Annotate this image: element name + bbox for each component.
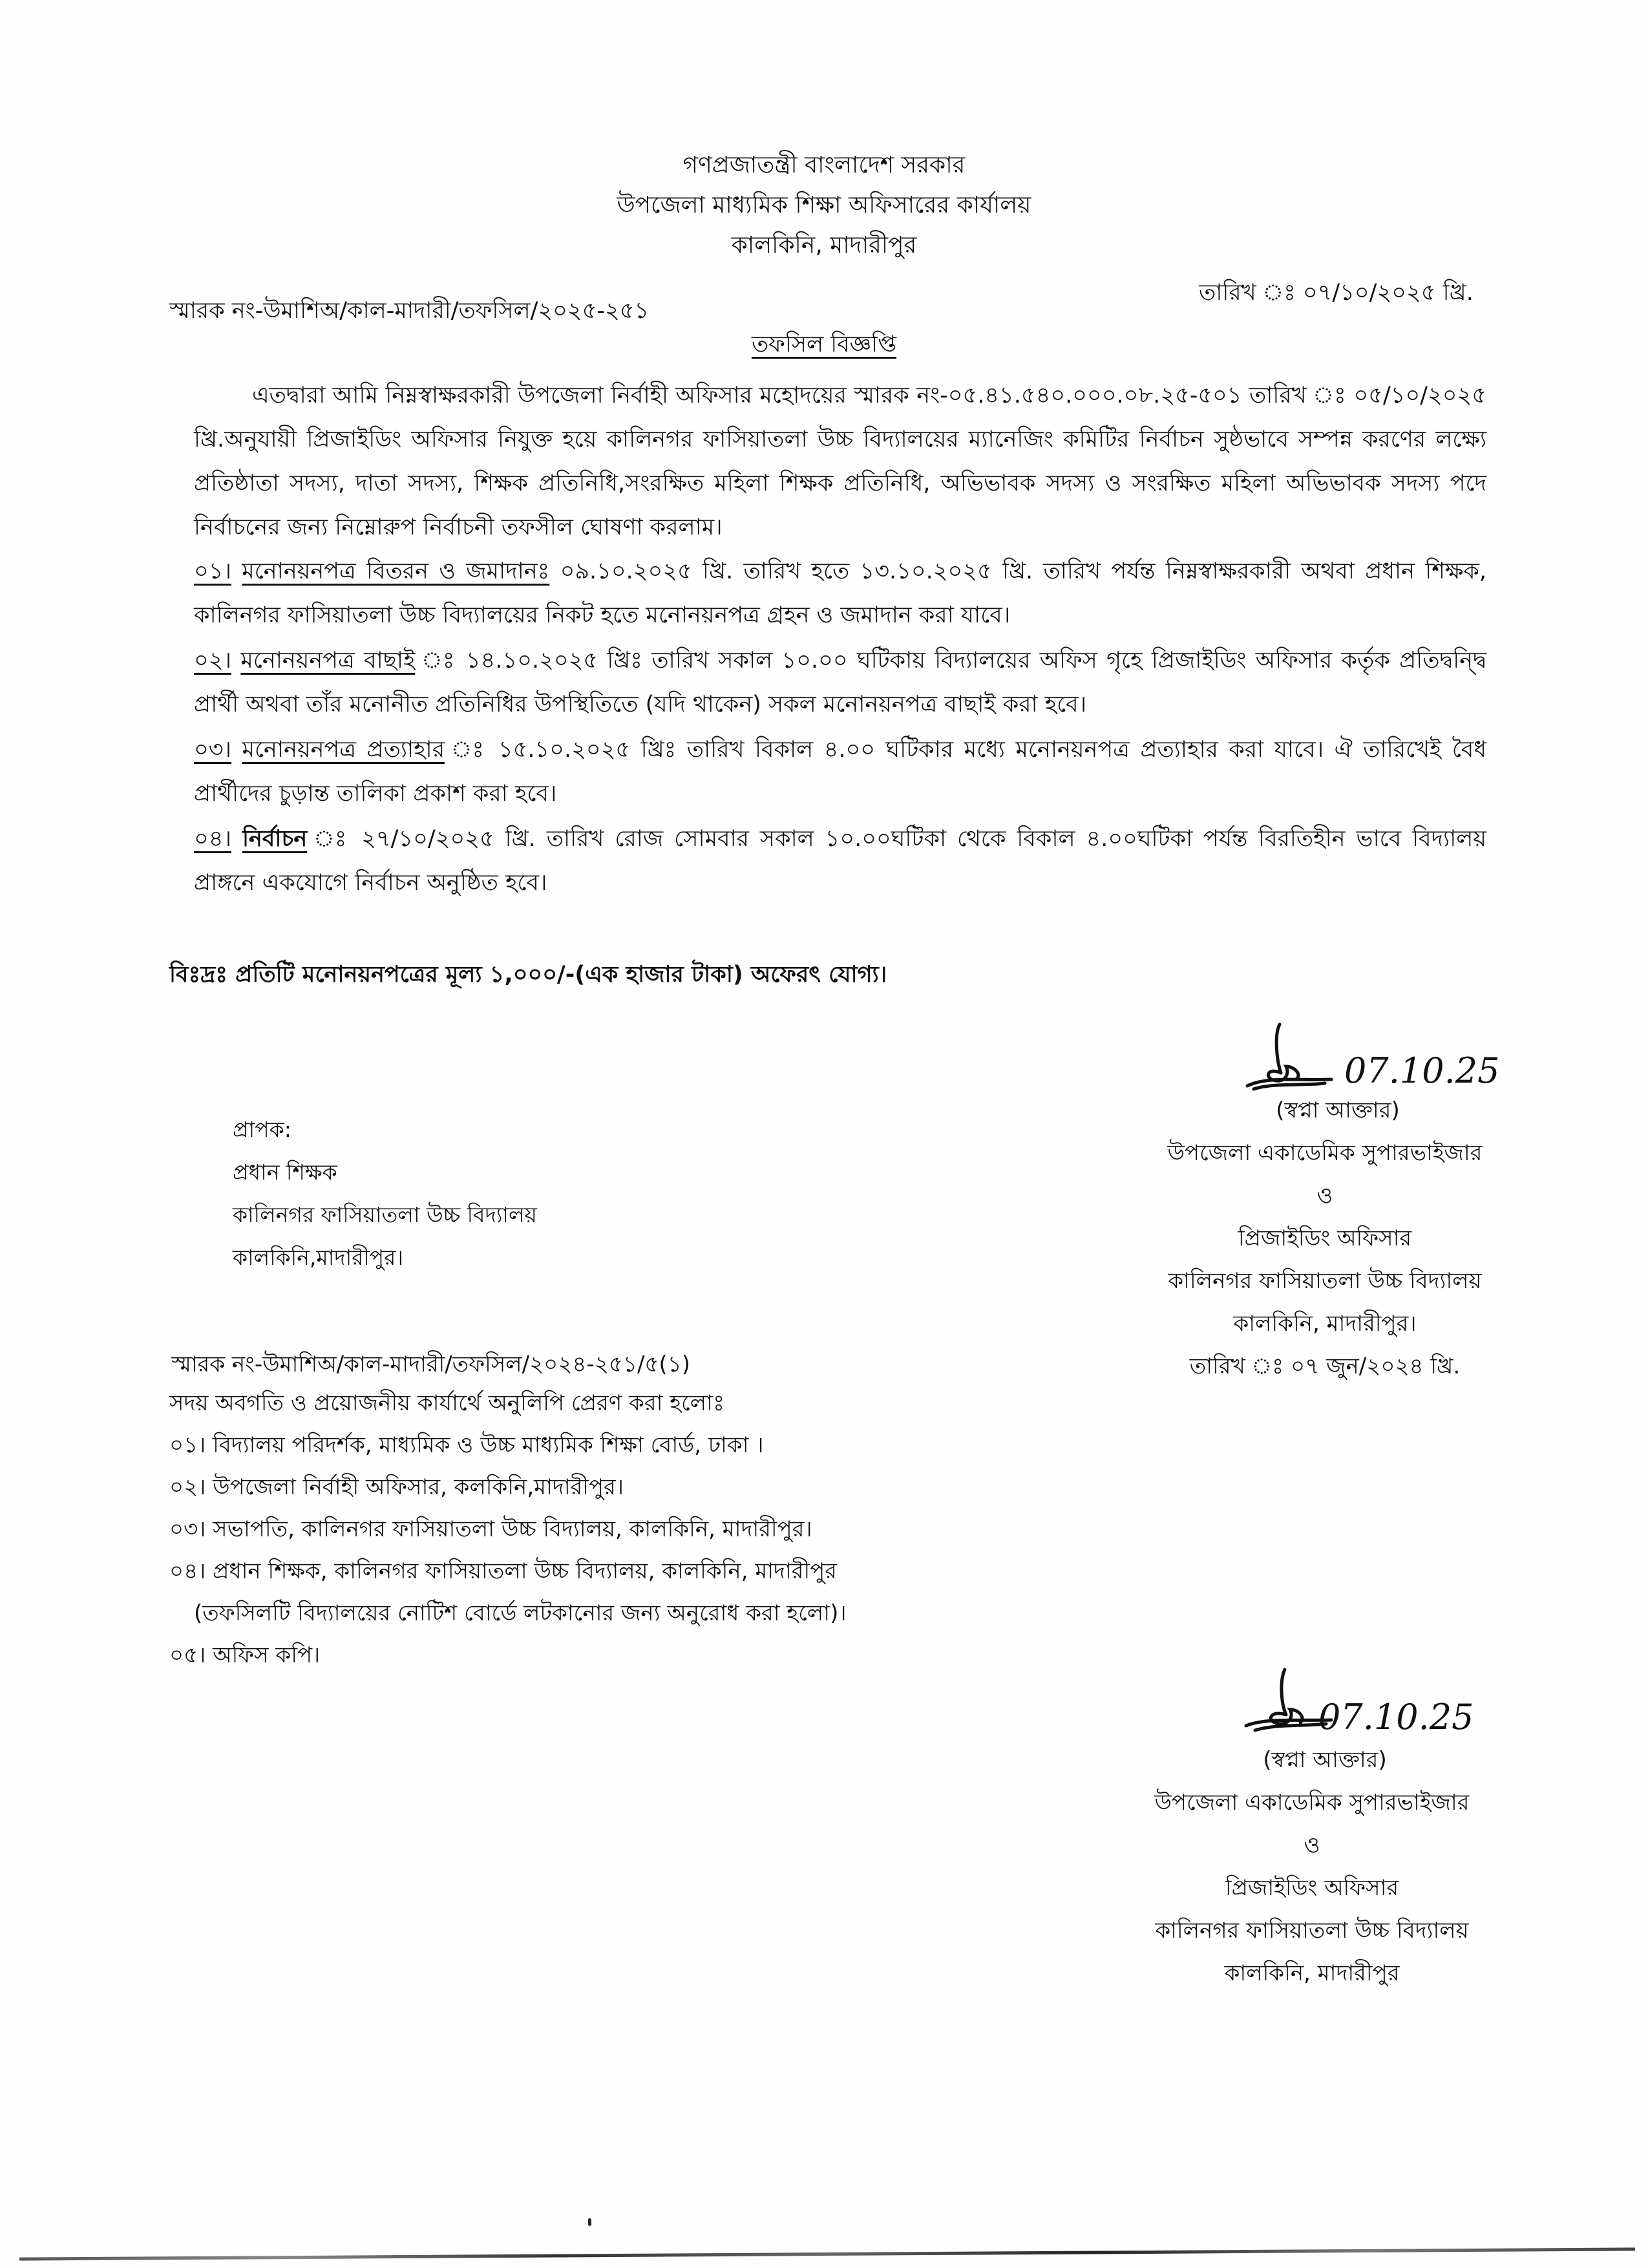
signatory-school: কালিনগর ফাসিয়াতলা উচ্চ বিদ্যালয়	[1168, 1268, 1482, 1294]
schedule-item-1-heading: মনোনয়নপত্র বিতরন ও জমাদানঃ	[242, 558, 550, 584]
schedule-item-1	[194, 549, 1486, 637]
header-location: কালকিনি, মাদারীপুর	[731, 232, 917, 259]
schedule-item-4	[194, 817, 1486, 905]
signatory-designation: উপজেলা একাডেমিক সুপারভাইজার	[1154, 1790, 1470, 1816]
recipient-place: কালকিনি,মাদারীপুর।	[233, 1245, 404, 1270]
signatory-and: ও	[1304, 1832, 1320, 1858]
signatory-place: কালকিনি, মাদারীপুর	[1224, 1960, 1400, 1986]
memo-date: তারিখ ঃ ০৭/১০/২০২৫ খ্রি.	[1199, 280, 1474, 306]
scan-speck	[588, 2218, 591, 2226]
schedule-item-3	[194, 728, 1486, 816]
copy-intro: সদয় অবগতি ও প্রয়োজনীয় কার্যার্থে অনুলিপি প্রেরণ করা হলোঃ	[169, 1390, 725, 1416]
intro-paragraph	[194, 374, 1486, 549]
signatory-school: কালিনগর ফাসিয়াতলা উচ্চ বিদ্যালয়	[1155, 1918, 1469, 1944]
signatory-designation: উপজেলা একাডেমিক সুপারভাইজার	[1167, 1140, 1483, 1166]
signature-1-date: 07.10.25	[1344, 1050, 1500, 1091]
header-office: উপজেলা মাধ্যমিক শিক্ষা অফিসারের কার্যালয়	[617, 192, 1031, 218]
scan-edge-line	[19, 2247, 1635, 2260]
schedule-item-2-heading: মনোনয়নপত্র বাছাই	[240, 648, 416, 673]
recipient-school: কালিনগর ফাসিয়াতলা উচ্চ বিদ্যালয়	[233, 1202, 537, 1227]
copy-item-4-note: (তফসিলটি বিদ্যালয়ের নোটিশ বোর্ডে লটকানোর জন্য অনুরোধ করা হলো)।	[194, 1600, 847, 1626]
schedule-item-3-text: ঃ ১৫.১০.২০২৫ খ্রিঃ তারিখ বিকাল ৪.০০ ঘটিকার মধ্যে মনোনয়নপত্র প্রত্যাহার করা যাবে। ঐ তারিখেই বৈধ প্রার্থীদের চুড়ান্ত তালিকা প্রকাশ করা হবে।	[194, 737, 1486, 807]
signature-block-1	[1099, 1089, 1551, 1388]
header-government: গণপ্রজাতন্ত্রী বাংলাদেশ সরকার	[682, 152, 966, 178]
copy-item-2: ০২। উপজেলা নির্বাহী অফিসার, কলকিনি,মাদারীপুর।	[169, 1474, 624, 1500]
schedule-item-4-num: ০৪।	[194, 826, 231, 852]
copy-item-4: ০৪। প্রধান শিক্ষক, কালিনগর ফাসিয়াতলা উচ্চ বিদ্যালয়, কালকিনি, মাদারীপুর	[169, 1558, 837, 1584]
copy-item-5: ০৫। অফিস কপি।	[169, 1642, 321, 1668]
copy-memo-number: স্মারক নং-উমাশিঅ/কাল-মাদারী/তফসিল/২০২৪-২৫১/৫(১)	[171, 1351, 691, 1377]
recipient-block	[233, 1108, 537, 1279]
signatory-name: (স্বপ্না আক্তার)	[1276, 1097, 1400, 1123]
recipient-title: প্রধান শিক্ষক	[233, 1160, 337, 1185]
schedule-item-4-text: ঃ ২৭/১০/২০২৫ খ্রি. তারিখ রোজ সোমবার সকাল ১০.০০ঘটিকা থেকে বিকাল ৪.০০ঘটিকা পর্যন্ত বিরতিহীন ভাবে বিদ্যালয় প্রাঙ্গনে একযোগে নির্বাচন অনুষ্ঠিত হবে।	[194, 826, 1486, 896]
schedule-item-2-num: ০২।	[194, 648, 232, 673]
copy-item-1: ০১। বিদ্যালয় পরিদর্শক, মাধ্যমিক ও উচ্চ মাধ্যমিক শিক্ষা বোর্ড, ঢাকা ।	[169, 1432, 764, 1458]
signature-2-date: 07.10.25	[1318, 1697, 1474, 1737]
schedule-item-3-num: ০৩।	[194, 737, 232, 763]
schedule-item-4-heading: নির্বাচন	[242, 826, 308, 852]
copy-item-3: ০৩। সভাপতি, কালিনগর ফাসিয়াতলা উচ্চ বিদ্যালয়, কালকিনি, মাদারীপুর।	[169, 1516, 812, 1542]
schedule-item-1-text: ০৯.১০.২০২৫ খ্রি. তারিখ হতে ১৩.১০.২০২৫ খ্রি. তারিখ পর্যন্ত নিম্নস্বাক্ষরকারী অথবা প্রধান শিক্ষক, কালিনগর ফাসিয়াতলা উচ্চ বিদ্যালয়ের নিকট হতে মনোনয়নপত্র গ্রহন ও জমাদান করা যাবে।	[194, 558, 1486, 628]
signatory-role: প্রিজাইডিং অফিসার	[1238, 1225, 1412, 1251]
signature-1-icon	[1241, 1021, 1344, 1099]
signatory-place: কালকিনি, মাদারীপুর।	[1233, 1311, 1417, 1337]
memo-number: স্মারক নং-উমাশিঅ/কাল-মাদারী/তফসিল/২০২৫-২৫১	[169, 298, 650, 324]
schedule-item-2-text: ঃ ১৪.১০.২০২৫ খ্রিঃ তারিখ সকাল ১০.০০ ঘটিকায় বিদ্যালয়ের অফিস গৃহে প্রিজাইডিং অফিসার কর্তৃক প্রতিদ্বন্দ্বি প্রার্থী অথবা তাঁর মনোনীত প্রতিনিধির উপস্থিতিতে (যদি থাকেন) সকল মনোনয়নপত্র বাছাই করা হবে।	[194, 648, 1486, 717]
intro-text: এতদ্বারা আমি নিম্নস্বাক্ষরকারী উপজেলা নির্বাহী অফিসার মহোদয়ের স্মারক নং-০৫.৪১.৫৪০.০০০.০৮.২৫-৫০১ তারিখ ঃ ০৫/১০/২০২৫ খ্রি.অনুযায়ী প্রিজাইডিং অফিসার নিযুক্ত হয়ে কালিনগর ফাসিয়াতলা উচ্চ বিদ্যালয়ের ম্যানেজিং কমিটির নির্বাচন সুষ্ঠভাবে সম্পন্ন করণের লক্ষ্যে প্রতিষ্ঠাতা সদস্য, দাতা সদস্য, শিক্ষক প্রতিনিধি,সংরক্ষিত মহিলা শিক্ষক প্রতিনিধি, অভিভাবক সদস্য ও সংরক্ষিত মহিলা অভিভাবক সদস্য পদে নির্বাচনের জন্য নিম্নোরুপ নির্বাচনী তফসীল ঘোষণা করলাম।	[194, 383, 1486, 540]
recipient-label: প্রাপক:	[233, 1117, 291, 1142]
fee-note: বিঃদ্রঃ প্রতিটি মনোনয়নপত্রের মূল্য ১,০০০/-(এক হাজার টাকা) অফেরৎ যোগ্য।	[169, 962, 887, 988]
signature-block-2	[1073, 1739, 1551, 1995]
signatory-and: ও	[1316, 1183, 1333, 1209]
schedule-item-2	[194, 639, 1486, 726]
signatory-date: তারিখ ঃ ০৭ জুন/২০২৪ খ্রি.	[1189, 1353, 1461, 1379]
schedule-item-3-heading: মনোনয়নপত্র প্রত্যাহার	[242, 737, 445, 763]
notice-title: তফসিল বিজ্ঞপ্তি	[752, 332, 896, 357]
signatory-role: প্রিজাইডিং অফিসার	[1225, 1875, 1399, 1901]
schedule-item-1-num: ০১।	[194, 558, 231, 584]
signatory-name: (স্বপ্না আক্তার)	[1263, 1747, 1387, 1773]
